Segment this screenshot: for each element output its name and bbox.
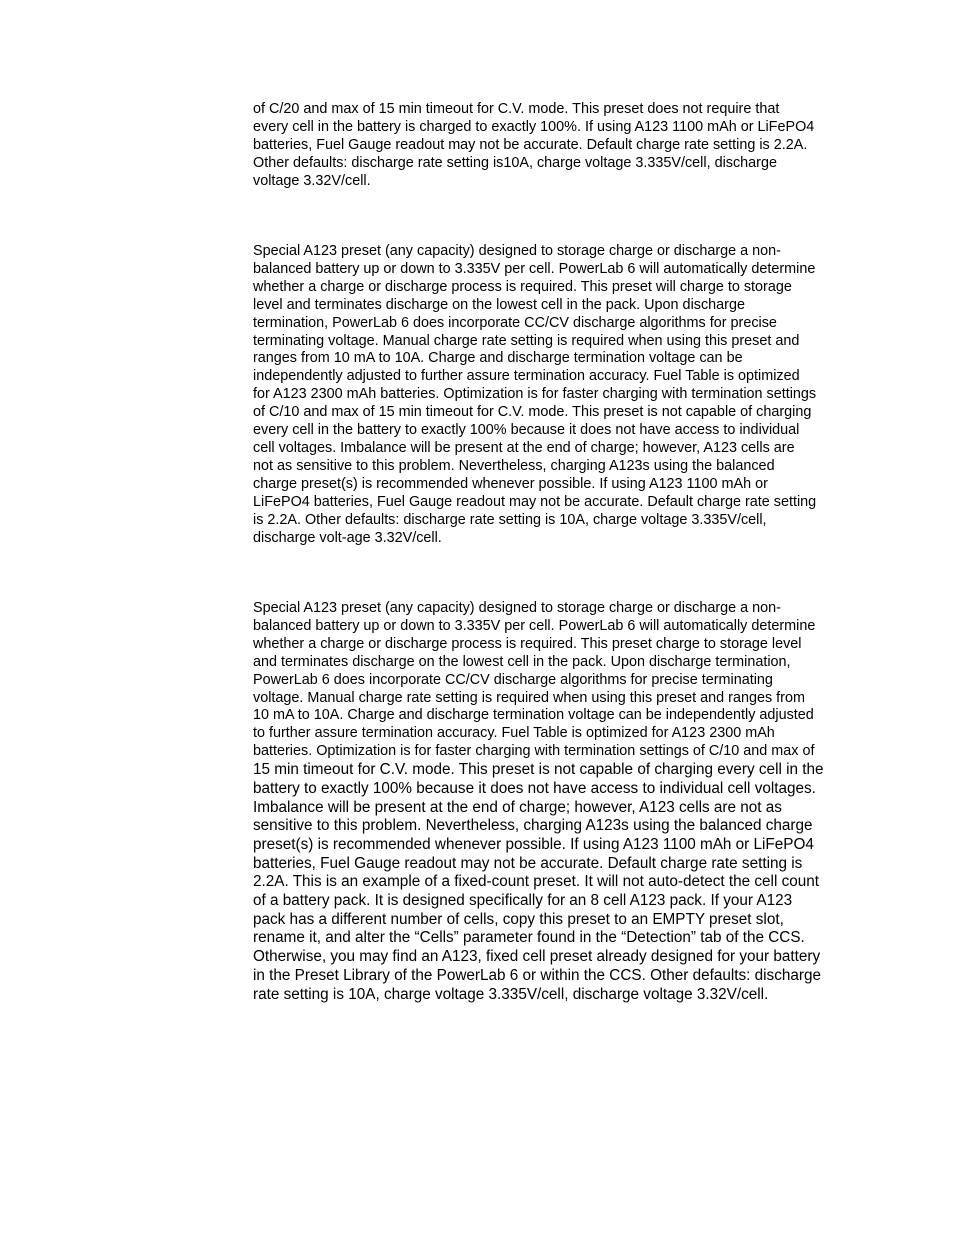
text-line: whether a charge or discharge process is required. This preset charge to storage level xyxy=(253,635,802,652)
paragraph-preset-continuation xyxy=(253,101,873,191)
text-line: 10 mA to 10A. Charge and discharge termination voltage can be independently adjusted xyxy=(253,707,814,724)
text-line: of a battery pack. It is designed specifically for an 8 cell A123 pack. If your A123 xyxy=(253,892,793,910)
text-line: preset(s) is recommended whenever possible. If using A123 1100 mAh or LiFePO4 xyxy=(253,835,814,853)
text-line: LiFePO4 batteries, Fuel Gauge readout may not be accurate. Default charge rate setting xyxy=(253,493,817,510)
text-line: rate setting is 10A, charge voltage 3.335V/cell, discharge voltage 3.32V/cell. xyxy=(253,985,769,1003)
text-line: batteries, Fuel Gauge readout may not be accurate. Default charge rate setting is 2.2A. xyxy=(253,136,808,153)
text-line: to further assure termination accuracy. Fuel Table is optimized for A123 2300 mAh xyxy=(253,725,775,742)
text-line: termination, PowerLab 6 does incorporate CC/CV discharge algorithms for precise xyxy=(253,314,777,331)
text-line: every cell in the battery to exactly 100% because it does not have access to individual xyxy=(253,422,800,439)
text-line: of C/20 and max of 15 min timeout for C.V. mode. This preset does not require that xyxy=(253,101,780,117)
text-line: in the Preset Library of the PowerLab 6 or within the CCS. Other defaults: discharge xyxy=(253,966,821,984)
text-line: 15 min timeout for C.V. mode. This preset is not capable of charging every cell in the xyxy=(253,761,824,779)
text-line: Special A123 preset (any capacity) designed to storage charge or discharge a non- xyxy=(253,243,781,259)
text-line: balanced battery up or down to 3.335V per cell. PowerLab 6 will automatically determine xyxy=(253,617,816,634)
text-line: Other defaults: discharge rate setting is10A, charge voltage 3.335V/cell, discharge xyxy=(253,154,777,171)
text-line: battery to exactly 100% because it does not have access to individual cell voltages. xyxy=(253,779,816,797)
text-line: is 2.2A. Other defaults: discharge rate setting is 10A, charge voltage 3.335V/cell, xyxy=(253,511,767,528)
text-line: 2.2A. This is an example of a fixed-count preset. It will not auto-detect the cell count xyxy=(253,873,820,891)
paragraph-fixed-count-preset xyxy=(253,600,873,1004)
paragraph-storage-preset xyxy=(253,243,873,547)
text-line: cell voltages. Imbalance will be present at the end of charge; however, A123 cells are xyxy=(253,439,795,456)
text-line: Special A123 preset (any capacity) designed to storage charge or discharge a non- xyxy=(253,600,781,616)
text-line: whether a charge or discharge process is required. This preset will charge to storage xyxy=(253,278,792,295)
text-line: pack has a different number of cells, copy this preset to an EMPTY preset slot, xyxy=(253,910,784,928)
text-line: batteries. Optimization is for faster charging with termination settings of C/10 and max of xyxy=(253,743,815,760)
text-line: balanced battery up or down to 3.335V per cell. PowerLab 6 will automatically determine xyxy=(253,260,816,277)
text-line: rename it, and alter the “Cells” parameter found in the “Detection” tab of the CCS. xyxy=(253,929,805,947)
text-line: not as sensitive to this problem. Nevertheless, charging A123s using the balanced xyxy=(253,457,775,474)
text-line: every cell in the battery is charged to exactly 100%. If using A123 1100 mAh or LiFePO4 xyxy=(253,118,815,135)
paragraph-large-section xyxy=(253,761,873,1004)
text-line: Otherwise, you may find an A123, fixed cell preset already designed for your battery xyxy=(253,948,821,966)
text-line: PowerLab 6 does incorporate CC/CV discharge algorithms for precise terminating xyxy=(253,671,773,688)
text-line: independently adjusted to further assure termination accuracy. Fuel Table is optimized xyxy=(253,368,800,385)
text-line: ranges from 10 mA to 10A. Charge and discharge termination voltage can be xyxy=(253,350,743,367)
text-line: charge preset(s) is recommended whenever possible. If using A123 1100 mAh or xyxy=(253,475,768,492)
text-line: of C/10 and max of 15 min timeout for C.V. mode. This preset is not capable of charging xyxy=(253,404,812,421)
text-line: terminating voltage. Manual charge rate setting is required when using this preset and xyxy=(253,332,800,349)
text-line: batteries, Fuel Gauge readout may not be accurate. Default charge rate setting is xyxy=(253,854,803,872)
text-line: and terminates discharge on the lowest cell in the pack. Upon discharge termination, xyxy=(253,653,791,670)
text-line: sensitive to this problem. Nevertheless, charging A123s using the balanced charge xyxy=(253,817,813,835)
text-line: voltage 3.32V/cell. xyxy=(253,172,371,189)
text-line: for A123 2300 mAh batteries. Optimization is for faster charging with termination settings xyxy=(253,386,817,403)
text-line: voltage. Manual charge rate setting is required when using this preset and ranges from xyxy=(253,689,805,706)
paragraph-small-section xyxy=(253,600,873,761)
text-line: Imbalance will be present at the end of charge; however, A123 cells are not as xyxy=(253,798,782,816)
text-line: level and terminates discharge on the lowest cell in the pack. Upon discharge xyxy=(253,296,745,313)
text-line: discharge volt-age 3.32V/cell. xyxy=(253,529,442,546)
